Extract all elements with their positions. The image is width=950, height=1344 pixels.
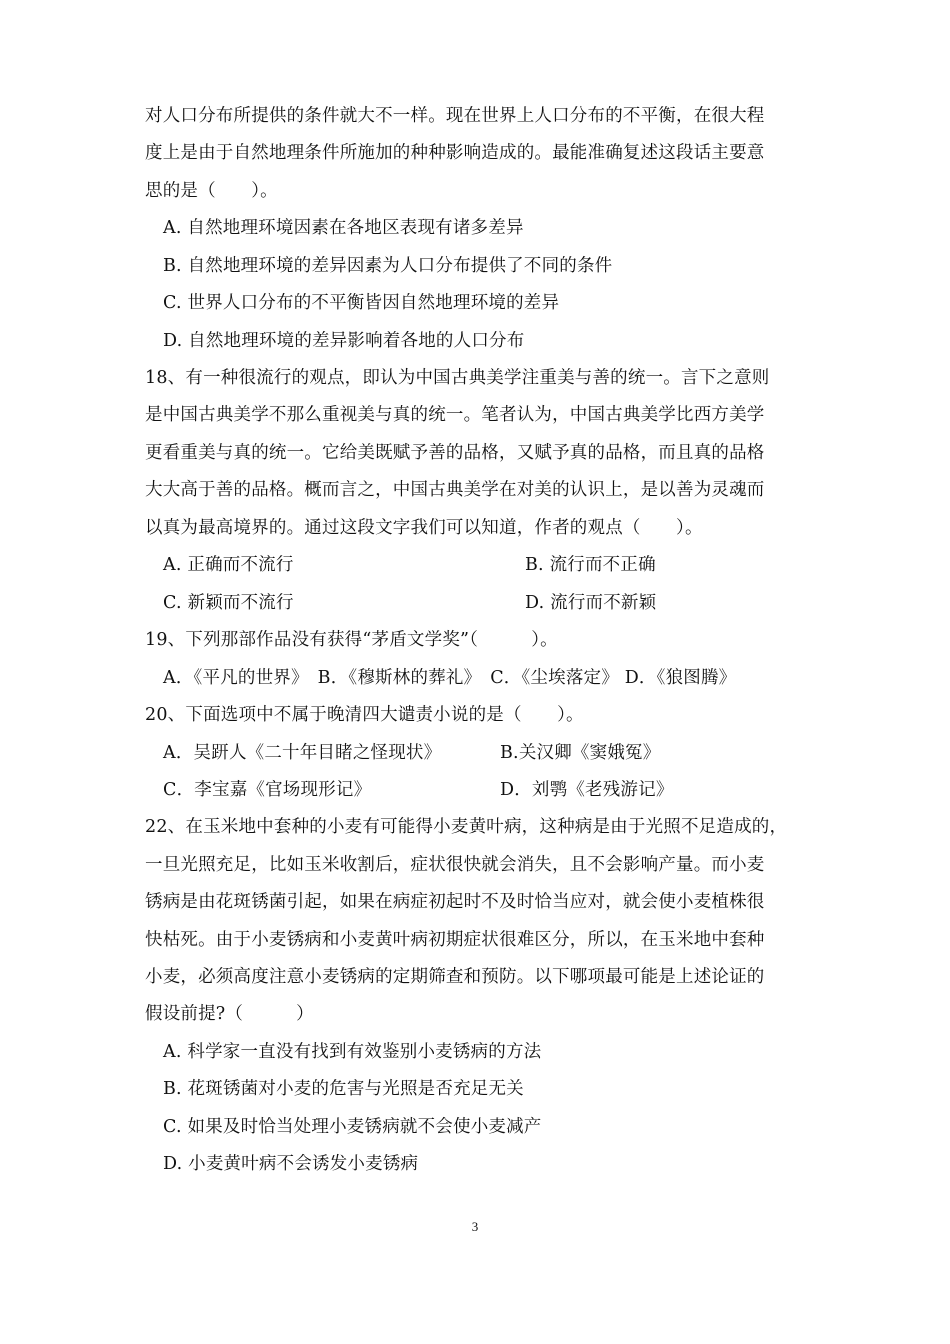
paragraph-line: 度上是由于自然地理条件所施加的种种影响造成的。最能准确复述这段话主要意 — [145, 143, 765, 163]
option-b: B. 自然地理环境的差异因素为人口分布提供了不同的条件 — [163, 256, 613, 276]
question-22-line: 假设前提?（ ） — [145, 1004, 314, 1024]
option-a: A. 自然地理环境因素在各地区表现有诸多差异 — [163, 218, 524, 238]
question-22-line: 一旦光照充足，比如玉米收割后，症状很快就会消失，且不会影响产量。而小麦 — [145, 855, 765, 875]
question-18-line: 大大高于善的品格。概而言之，中国古典美学在对美的认识上，是以善为灵魂而 — [145, 480, 765, 500]
q20-option-b: B.关汉卿《窦娥冤》 — [500, 743, 661, 763]
question-22-line: 锈病是由花斑锈菌引起，如果在病症初起时不及时恰当应对，就会使小麦植株很 — [145, 892, 765, 912]
paragraph-line: 对人口分布所提供的条件就大不一样。现在世界上人口分布的不平衡，在很大程 — [145, 106, 765, 126]
q18-option-b: B. 流行而不正确 — [525, 555, 656, 575]
q20-option-a: A．吴趼人《二十年目睹之怪现状》 — [163, 743, 442, 763]
q18-option-c: C. 新颖而不流行 — [163, 593, 294, 613]
q22-option-b: B. 花斑锈菌对小麦的危害与光照是否充足无关 — [163, 1079, 524, 1099]
question-19: 19、下列那部作品没有获得“茅盾文学奖”（ ）。 — [145, 630, 558, 650]
q18-option-a: A. 正确而不流行 — [163, 555, 294, 575]
question-18-line: 以真为最高境界的。通过这段文字我们可以知道，作者的观点（ ）。 — [145, 518, 703, 538]
question-18-line: 更看重美与真的统一。它给美既赋予善的品格，又赋予真的品格，而且真的品格 — [145, 443, 765, 463]
q22-option-a: A. 科学家一直没有找到有效鉴别小麦锈病的方法 — [163, 1042, 542, 1062]
q19-options: A．《平凡的世界》 B．《穆斯林的葬礼》 C．《尘埃落定》 D．《狼图腾》 — [163, 668, 737, 688]
question-22-line: 22、在玉米地中套种的小麦有可能得小麦黄叶病，这种病是由于光照不足造成的， — [145, 817, 788, 837]
option-d: D. 自然地理环境的差异影响着各地的人口分布 — [163, 331, 525, 351]
option-c: C. 世界人口分布的不平衡皆因自然地理环境的差异 — [163, 293, 560, 313]
q22-option-c: C. 如果及时恰当处理小麦锈病就不会使小麦减产 — [163, 1117, 542, 1137]
q20-option-c: C．李宝嘉《官场现形记》 — [163, 780, 372, 800]
question-22-line: 快枯死。由于小麦锈病和小麦黄叶病初期症状很难区分，所以，在玉米地中套种 — [145, 930, 765, 950]
question-22-line: 小麦，必须高度注意小麦锈病的定期筛查和预防。以下哪项最可能是上述论证的 — [145, 967, 765, 987]
paragraph-line: 思的是（ ）。 — [145, 181, 278, 201]
question-18-line: 是中国古典美学不那么重视美与真的统一。笔者认为，中国古典美学比西方美学 — [145, 405, 765, 425]
question-20: 20、下面选项中不属于晚清四大谴责小说的是（ ）。 — [145, 705, 584, 725]
question-18-line: 18、有一种很流行的观点，即认为中国古典美学注重美与善的统一。言下之意则 — [145, 368, 770, 388]
q20-option-d: D．刘鹗《老残游记》 — [500, 780, 674, 800]
page-number: 3 — [471, 1219, 479, 1234]
q18-option-d: D. 流行而不新颖 — [525, 593, 657, 613]
q22-option-d: D. 小麦黄叶病不会诱发小麦锈病 — [163, 1154, 419, 1174]
